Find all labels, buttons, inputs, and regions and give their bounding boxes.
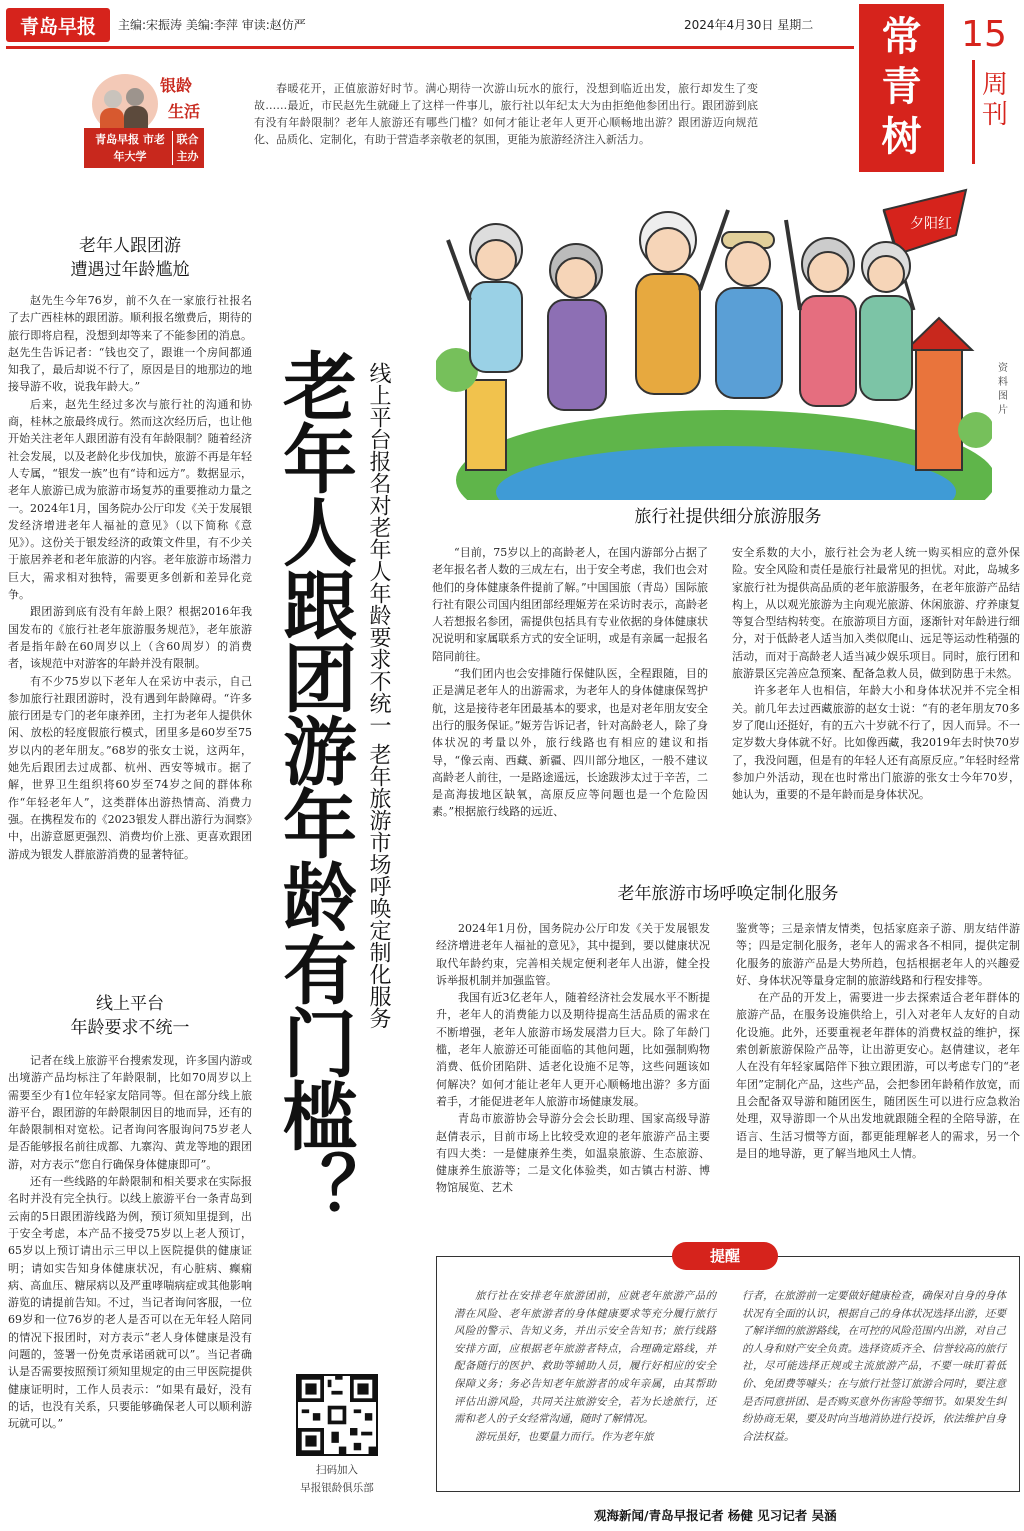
section1-heading <box>30 234 230 282</box>
qr-code-icon[interactable] <box>296 1374 378 1456</box>
paragraph: 还有一些线路的年龄限制和相关要求在实际报名时并没有完全执行。以线上旅游平台一条青岛到云南的5日跟团游线路为例，预订须知里提到，出于安全考虑，本产品不接受75岁以上老人预订，65岁以上预订请出示三甲以上医院提供的健康证明；请如实告知身体健康状况，有心脏病、癫痫病、高血压、糖尿病以及严重哮喘病症或其他影响游览的请提前告知。不过，当记者询问客服，一位69岁和一位76岁的老人是否可以在无年轻人陪同的情况下报团时，对方表示“老人身体健康是没有问题的，签署一份免责承诺函就可以”。当记者确认是否需要按照预订须知里规定的由三甲医院提供健康证明时，工作人员表示：“如果有最好，没有的话，也没有关系，只要能够确保老人可以顺利游玩就可以。” <box>8 1175 252 1431</box>
column-partners <box>84 128 204 168</box>
section4-col2 <box>736 920 1020 1162</box>
paragraph: 鉴赏等；三是亲情友情类，包括家庭亲子游、朋友结伴游等；四是定制化服务，老年人的需求各不相同，提供定制化服务的旅游产品是大势所趋，包括根据老年人的兴趣爱好、身体状况等量身定制的旅游线路和行程安排等。 <box>736 922 1020 987</box>
section-title-block <box>859 4 944 172</box>
section1-heading-line2: 遭遇过年龄尴尬 <box>70 260 190 280</box>
qr-caption-line2: 早报银龄俱乐部 <box>300 1482 374 1494</box>
reminder-label: 提醒 <box>672 1242 778 1270</box>
paragraph: “我们团内也会安排随行保健队医，全程跟随，目的正是满足老年人的出游需求，为老年人的身体健康保驾护航，这是接待老年团最基本的要求，也是对老年朋友安全出行的服务保证。”姬芳告诉记者，针对高龄老人，除了身体状况的考量以外，旅行线路也有相应的建议和指导，“像云南、西藏、新疆、四川部分地区，一般不建议高龄老人前往，一是路途遥远，长途跋涉太过于辛苦，二是高海拔地区缺氧，高原反应等问题也是一个危险因素。”根据旅行线路的远近、 <box>432 667 708 819</box>
lead-paragraph: 春暖花开，正值旅游好时节。满心期待一次游山玩水的旅行，没想到临近出发，旅行却发生了变故……最近，市民赵先生就碰上了这样一件事儿，旅行社以年纪太大为由拒绝他参团出行。跟团游到底有没有年龄限制？老年人旅游还有哪些门槛？如何才能让老年人更开心顺畅地出游？跟团游迈向规范化、品质化、定制化，有助于营造孝亲敬老的氛围，更能为旅游经济注入新活力。 <box>254 82 758 146</box>
section2-heading <box>30 992 230 1040</box>
partner-right: 联合主办 <box>172 131 202 165</box>
paragraph: 跟团游到底有没有年龄上限？根据2016年我国发布的《旅行社老年旅游服务规范》，老年旅游者是指年龄在60周岁以上（含60周岁）的消费者，该规范中对游客的年龄并没有限制。 <box>8 605 252 671</box>
issue-date: 2024年4月30日 星期二 <box>684 18 814 32</box>
column-logo <box>70 70 210 170</box>
paragraph: 安全系数的大小，旅行社会为老人统一购买相应的意外保险。安全风险和责任是旅行社最常见的担忧。对此，岛城多家旅行社为提供高品质的老年旅游服务，在老年旅游产品结构上，从以观光旅游为主向观光旅游、休闲旅游、疗养康复等复合型结构转变。在旅游项目方面，逐渐针对年龄进行细分，对于低龄老人适当加入类似爬山、远足等运动性稍强的活动，而对于高龄老人适当减少娱乐项目。同时，旅行团和旅游景区完善应急预案、配备急救人员，做到防患于未然。 <box>732 546 1020 681</box>
flag-text: 夕阳红 <box>910 216 952 232</box>
section-title: 常青树 <box>881 14 922 160</box>
seniors-travel-illustration <box>436 180 992 500</box>
qr-caption-line1: 扫码加入 <box>316 1464 358 1476</box>
byline: 观海新闻/青岛早报记者 杨健 见习记者 吴涵 <box>594 1508 837 1523</box>
section4-col1 <box>436 920 710 1197</box>
paragraph: 行者，在旅游前一定要做好健康检查，确保对自身的身体状况有全面的认识，根据自己的身体状况选择出游，还要了解详细的旅游路线，在可控的风险范围内出游，对自己的人身和财产安全负责。选择资质齐全、信誉较高的旅行社，尽可能选择正规或主流旅游产品，不要一味盯着低价、免团费等噱头；在与旅行社签订旅游合同时，要注意是否同意拼团、是否购买意外伤害险等细节。如果发生纠纷协商无果，要及时向当地消协进行投诉，依法维护自身合法权益。 <box>742 1290 1006 1443</box>
column-name-line1: 银龄 <box>160 76 193 95</box>
section2-heading-line2: 年龄要求不统一 <box>70 1018 190 1038</box>
masthead-rule <box>6 46 854 49</box>
paragraph: 游玩虽好，也要量力而行。作为老年旅 <box>475 1430 654 1443</box>
section2-body <box>8 1052 252 1433</box>
paragraph: 在产品的开发上，需要进一步去探索适合老年群体的旅游产品，在服务设施供给上，引入对老年人友好的自动化设施。此外，还要重视老年群体的消费权益的维护，探索创新旅游保险产品等，让出游更安心。赵倩建议，老年人在没有年轻家属陪伴下独立跟团游，可以考虑专门的“老年团”定制化产品，这些产品，会把参团年龄稍作放宽，而且会配备双导游和随团医生，随团医生可以进行应急救治处理，双导游即一个从出发地就跟随全程的全陪导游，在语言、生活习惯等方面，都更能理解老人的需求，另一个是目的地导游，更了解当地风土人情。 <box>736 991 1020 1160</box>
paragraph: 青岛市旅游协会导游分会会长助理、国家高级导游赵倩表示，目前市场上比较受欢迎的老年旅游产品主要有四大类：一是健康养生类，如温泉旅游、生态旅游、健康养生旅游等；二是文化体验类，如古镇古村游、博物馆展览、艺术 <box>436 1112 710 1195</box>
logo-figure-head <box>104 90 122 108</box>
section3-col1 <box>432 544 708 821</box>
main-headline: 老年人跟团游年龄有门槛？ <box>271 348 357 1224</box>
paragraph: 2024年1月份，国务院办公厅印发《关于发展银发经济增进老年人福祉的意见》，其中提到，要以健康状况取代年龄约束，完善相关规定便利老年人出游，健全投诉举报机制并加强监管。 <box>436 922 710 987</box>
paragraph: 许多老年人也相信，年龄大小和身体状况并不完全相关。前几年去过西藏旅游的赵女士说：“有的老年朋友70多岁了爬山还挺好，有的五六十岁就不行了，因人而异。不一定岁数大身体就不好。比如像西藏，我2019年去时快70岁了，我没问题，但是有的年轻人还有高原反应。”年轻时经常参加户外活动，现在也时常出门旅游的张女士今年70岁，她认为，重要的不是年龄而是身体状况。 <box>732 684 1020 802</box>
paragraph: 记者在线上旅游平台搜索发现，许多国内游或出境游产品均标注了年龄限制，比如70周岁以上需要至少有1位年轻家友陪同等。但在部分线上旅游平台，跟团游的年龄限制因目的地而异，还有的年龄限制相对宽松。记者询问客服询问75岁老人是否能够报名前往成都、九寨沟、黄龙等地的跟团游，对方表示“您自行确保身体健康即可”。 <box>8 1054 252 1171</box>
senior-figure <box>548 244 606 410</box>
column-name-line2: 生活 <box>168 102 201 121</box>
reminder-col1 <box>454 1288 716 1446</box>
sub-headline: 线上平台报名对老年人年龄要求不统一 老年旅游市场呼唤定制化服务 <box>366 362 391 1029</box>
paragraph: 旅行社在安排老年旅游团前，应就老年旅游产品的潜在风险、老年旅游者的身体健康要求等充分履行旅行风险的警示、告知义务，并出示安全告知书；旅行线路安排方面，应根据老年旅游者特点，合理确定路线，并配备随行的医护、救助等辅助人员，履行好相应的安全保障义务；务必告知老年旅游者的成年亲属，由其帮助评估出游风险，共同关注旅游安全，若为长途旅行，还需和老人的子女经常沟通，随时了解情况。 <box>454 1290 716 1426</box>
weekly-divider <box>972 60 975 164</box>
section2-heading-line1: 线上平台 <box>96 994 164 1014</box>
logo-figure-head <box>126 88 144 106</box>
section1-heading-line1: 老年人跟团游 <box>79 236 181 256</box>
paragraph: “目前，75岁以上的高龄老人，在国内游部分占据了老年报名者人数的三成左右，出于安全考虑，我们也会对他们的身体健康条件提前了解。”中国国旅（青岛）国际旅行社有限公司国内组团部经理姬芳在采访时表示，高龄老人若想报名参团，需提供包括具有专业依据的身体健康状况说明和家属联系方式的安全证明，或是有亲属一起报名陪同前往。 <box>432 546 708 663</box>
paragraph: 后来，赵先生经过多次与旅行社的沟通和协商，桂林之旅最终成行。然而这次经历后，也让他开始关注老年人跟团游有没有年龄限制？随着经济社会发展，以及老龄化步伐加快，旅游不再是年轻人专属，“银发一族”也有“诗和远方”。数据显示，老年人旅游已成为旅游市场复苏的重要推动力量之一。2024年1月，国务院办公厅印发《关于发展银发经济增进老年人福祉的意见》（以下简称《意见》）。这份关于银发经济的政策文件里，有不少关于旅居养老和老年旅游的内容。老年旅游市场潜力巨大，需求相对独特，需要更多创新和差异化竞争。 <box>8 397 252 602</box>
paragraph: 赵先生今年76岁，前不久在一家旅行社报名了去广西桂林的跟团游。顺利报名缴费后，期待的旅行即将启程，没想到却等来了不能参团的消息。赵先生告诉记者：“钱也交了，跟谁一个房间都通知我了，最后却说不行了，原因是目的地那边的地接导游不收，说我年龄大。” <box>8 294 252 394</box>
section1-body <box>8 292 252 863</box>
weekly-label: 周刊 <box>982 70 1009 130</box>
section4-heading: 老年旅游市场呼唤定制化服务 <box>617 884 839 904</box>
paragraph: 有不少75岁以下老年人在采访中表示，自己参加旅行社跟团游时，没有遇到年龄障碍。“许多旅行团是专门的老年康养团，主打为老年人提供休闲、放松的轻度假旅行模式，团里多是60岁至75岁以内的老年朋友。”68岁的张女士说，这两年，她先后跟团去过成都、杭州、西安等城市。据了解，世界卫生组织将60岁至74岁之间的群体称作“年轻老年人”，这类群体出游热情高、消费力强。在携程发布的《2023银发人群出游行为洞察》中，出游意愿更强烈、消费均价上涨、更喜欢跟团游成为银发人群旅游消费的显著特征。 <box>8 674 252 861</box>
senior-figure <box>860 242 912 400</box>
section3-heading: 旅行社提供细分旅游服务 <box>634 507 822 527</box>
paragraph: 我国有近3亿老年人，随着经济社会发展水平不断提升，老年人的消费能力以及期待提高生活品质的需求在不断增强，老年人旅游市场发展潜力巨大。除了年龄门槛，老年人旅游还可能面临的其他问题，比如强制购物消费、低价团陷阱、适老化设施不足等，这些问题该如何解决？如何才能让老年人更开心顺畅地出游？多方面着手，才能促进老年人旅游市场健康发展。 <box>436 991 710 1108</box>
page-number: 15 <box>961 14 1007 55</box>
newspaper-brand-logo: 青岛早报 <box>6 8 110 42</box>
section3-col2 <box>732 544 1020 803</box>
partner-left: 青岛早报 市老年大学 <box>95 133 165 163</box>
editor-credits: 主编:宋振涛 美编:李萍 审读:赵仿严 <box>118 18 306 32</box>
illustration-credit: 资料图片 <box>998 363 1008 416</box>
reminder-col2 <box>742 1288 1006 1446</box>
